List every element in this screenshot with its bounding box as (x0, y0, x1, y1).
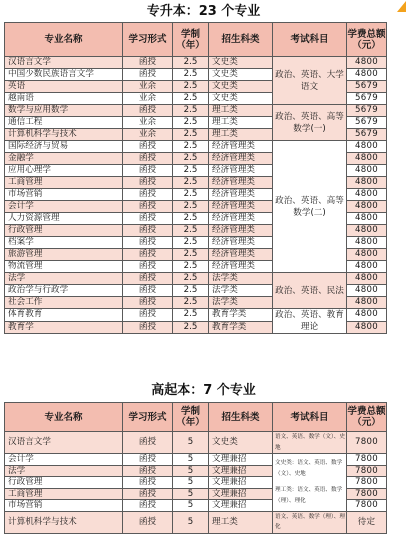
cell-major: 体育教育 (5, 309, 123, 322)
table-row (5, 105, 387, 117)
cell-fee: 4800 (347, 141, 387, 153)
cell-fee: 5679 (347, 81, 387, 93)
cell-form: 函授 (123, 454, 173, 466)
cell-form: 函授 (123, 285, 173, 297)
header-fee: 学费总额（元） (347, 23, 387, 57)
cell-fee: 7800 (347, 465, 387, 477)
cell-years: 2.5 (173, 261, 209, 273)
subjects-ligong: 理工类：语文、英语、数学（理）、理化 (275, 487, 343, 504)
cell-fee: 5679 (347, 129, 387, 141)
cell-form: 函授 (123, 225, 173, 237)
header-fee: 学费总额（元） (347, 403, 387, 432)
cell-category: 文史类 (209, 93, 273, 105)
header-years: 学制（年） (173, 403, 209, 432)
cell-years: 2.5 (173, 69, 209, 81)
header-category: 招生科类 (209, 23, 273, 57)
cell-form: 函授 (123, 201, 173, 213)
cell-form: 业余 (123, 81, 173, 93)
section-title-gaoqiben: 高起本：7 个专业 (151, 383, 256, 398)
cell-category: 经济管理类 (209, 165, 273, 177)
cell-years: 2.5 (173, 141, 209, 153)
cell-years: 2.5 (173, 297, 209, 309)
cell-category: 文理兼招 (209, 500, 273, 512)
cell-fee: 7800 (347, 488, 387, 500)
cell-form: 业余 (123, 129, 173, 141)
cell-category: 理工类 (209, 129, 273, 141)
cell-major: 数学与应用数学 (5, 105, 123, 117)
cell-years: 2.5 (173, 225, 209, 237)
cell-subjects: 政治、英语、高等数学(一) (273, 105, 347, 141)
cell-form: 函授 (123, 321, 173, 334)
cell-form: 函授 (123, 477, 173, 489)
cell-major: 应用心理学 (5, 165, 123, 177)
cell-form: 业余 (123, 117, 173, 129)
cell-form: 业余 (123, 93, 173, 105)
cell-years: 2.5 (173, 249, 209, 261)
cell-category: 经济管理类 (209, 237, 273, 249)
cell-category: 经济管理类 (209, 177, 273, 189)
cell-form: 函授 (123, 465, 173, 477)
cell-category: 理工类 (209, 117, 273, 129)
table-row (5, 432, 387, 454)
cell-years: 2.5 (173, 321, 209, 334)
cell-major: 行政管理 (5, 477, 123, 489)
table-header-row (5, 23, 387, 57)
header-major: 专业名称 (5, 23, 123, 57)
cell-category: 经济管理类 (209, 225, 273, 237)
cell-form: 函授 (123, 213, 173, 225)
cell-major: 市场营销 (5, 189, 123, 201)
cell-form: 函授 (123, 57, 173, 69)
cell-form: 函授 (123, 500, 173, 512)
cell-major: 工商管理 (5, 177, 123, 189)
cell-form: 函授 (123, 309, 173, 322)
cell-subjects (273, 454, 347, 512)
cell-category: 经济管理类 (209, 213, 273, 225)
cell-major: 计算机科学与技术 (5, 129, 123, 141)
cell-subjects: 政治、英语、民法 (273, 273, 347, 309)
cell-fee: 7800 (347, 500, 387, 512)
cell-category: 文史类 (209, 57, 273, 69)
cell-form: 函授 (123, 249, 173, 261)
cell-fee: 7800 (347, 454, 387, 466)
cell-years: 2.5 (173, 117, 209, 129)
cell-years: 2.5 (173, 153, 209, 165)
table-row (5, 309, 387, 322)
cell-form: 函授 (123, 237, 173, 249)
cell-major: 法学 (5, 273, 123, 285)
cell-category: 文史类 (209, 69, 273, 81)
header-form: 学习形式 (123, 403, 173, 432)
table-row (5, 57, 387, 69)
cell-fee: 7800 (347, 432, 387, 454)
cell-fee: 4800 (347, 153, 387, 165)
cell-fee: 4800 (347, 201, 387, 213)
cell-years: 2.5 (173, 213, 209, 225)
cell-fee: 4800 (347, 213, 387, 225)
cell-years: 2.5 (173, 273, 209, 285)
table-row (5, 273, 387, 285)
cell-years: 2.5 (173, 129, 209, 141)
cell-fee: 7800 (347, 477, 387, 489)
cell-form: 函授 (123, 189, 173, 201)
cell-years: 2.5 (173, 81, 209, 93)
cell-form: 函授 (123, 105, 173, 117)
cell-major: 市场营销 (5, 500, 123, 512)
cell-category: 经济管理类 (209, 153, 273, 165)
cell-major: 行政管理 (5, 225, 123, 237)
table-row (5, 454, 387, 466)
cell-major: 教育学 (5, 321, 123, 334)
cell-form: 函授 (123, 69, 173, 81)
cell-years: 5 (173, 432, 209, 454)
table-row (5, 141, 387, 153)
cell-fee: 4800 (347, 297, 387, 309)
cell-major: 越南语 (5, 93, 123, 105)
subjects-wenshi: 文史类：语文、英语、数学（文）、史地 (275, 460, 343, 477)
cell-category: 文史类 (209, 81, 273, 93)
header-major: 专业名称 (5, 403, 123, 432)
cell-years: 2.5 (173, 189, 209, 201)
cell-subjects: 政治、英语、高等数学(二) (273, 141, 347, 273)
cell-major: 社会工作 (5, 297, 123, 309)
cell-fee: 4800 (347, 189, 387, 201)
cell-fee: 4800 (347, 177, 387, 189)
cell-category: 教育学类 (209, 321, 273, 334)
cell-category: 法学类 (209, 297, 273, 309)
cell-form: 函授 (123, 177, 173, 189)
cell-years: 2.5 (173, 237, 209, 249)
header-subjects: 考试科目 (273, 23, 347, 57)
cell-major: 会计学 (5, 454, 123, 466)
cell-years: 2.5 (173, 201, 209, 213)
cell-fee: 4800 (347, 309, 387, 322)
cell-fee: 4800 (347, 261, 387, 273)
cell-fee: 4800 (347, 285, 387, 297)
cell-fee: 4800 (347, 165, 387, 177)
cell-years: 5 (173, 477, 209, 489)
cell-years: 5 (173, 511, 209, 533)
cell-fee: 4800 (347, 225, 387, 237)
cell-fee: 待定 (347, 511, 387, 533)
cell-form: 函授 (123, 273, 173, 285)
cell-major: 计算机科学与技术 (5, 511, 123, 533)
cell-fee: 5679 (347, 105, 387, 117)
cell-major: 金融学 (5, 153, 123, 165)
cell-category: 文理兼招 (209, 488, 273, 500)
cell-form: 函授 (123, 511, 173, 533)
table-zhuanshengben (4, 22, 387, 334)
section-title-zhuanshengben: 专升本：23 个专业 (146, 4, 261, 19)
cell-major: 汉语言文学 (5, 57, 123, 69)
cell-major: 政治学与行政学 (5, 285, 123, 297)
cell-years: 2.5 (173, 309, 209, 322)
cell-fee: 5679 (347, 93, 387, 105)
cell-category: 文理兼招 (209, 465, 273, 477)
cell-major: 国际经济与贸易 (5, 141, 123, 153)
cell-fee: 4800 (347, 69, 387, 81)
cell-form: 函授 (123, 488, 173, 500)
cell-major: 通信工程 (5, 117, 123, 129)
cell-form: 函授 (123, 165, 173, 177)
cell-subjects: 语文、英语、数学（理）、理化 (273, 511, 347, 533)
cell-form: 函授 (123, 297, 173, 309)
cell-years: 2.5 (173, 177, 209, 189)
cell-years: 5 (173, 500, 209, 512)
cell-major: 旅游管理 (5, 249, 123, 261)
cell-major: 汉语言文学 (5, 432, 123, 454)
cell-category: 法学类 (209, 273, 273, 285)
cell-years: 2.5 (173, 57, 209, 69)
cell-major: 工商管理 (5, 488, 123, 500)
cell-major: 人力资源管理 (5, 213, 123, 225)
cell-category: 经济管理类 (209, 141, 273, 153)
header-category: 招生科类 (209, 403, 273, 432)
table-row (5, 511, 387, 533)
cell-years: 5 (173, 488, 209, 500)
cell-category: 文理兼招 (209, 477, 273, 489)
cell-fee: 4800 (347, 249, 387, 261)
cell-major: 物流管理 (5, 261, 123, 273)
cell-years: 2.5 (173, 105, 209, 117)
cell-form: 函授 (123, 153, 173, 165)
cell-subjects: 政治、英语、教育理论 (273, 309, 347, 334)
cell-years: 5 (173, 454, 209, 466)
cell-category: 文理兼招 (209, 454, 273, 466)
cell-fee: 4800 (347, 57, 387, 69)
cell-form: 函授 (123, 141, 173, 153)
cell-subjects: 语文、英语、数学（文）、史地 (273, 432, 347, 454)
cell-subjects: 政治、英语、大学语文 (273, 57, 347, 105)
header-form: 学习形式 (123, 23, 173, 57)
header-subjects: 考试科目 (273, 403, 347, 432)
cell-major: 档案学 (5, 237, 123, 249)
cell-category: 教育学类 (209, 309, 273, 322)
cell-category: 理工类 (209, 511, 273, 533)
cell-category: 法学类 (209, 285, 273, 297)
cell-fee: 4800 (347, 321, 387, 334)
cell-major: 法学 (5, 465, 123, 477)
cell-fee: 5679 (347, 117, 387, 129)
table-gaoqiben (4, 402, 387, 534)
cell-category: 经济管理类 (209, 249, 273, 261)
cell-category: 经济管理类 (209, 201, 273, 213)
cell-category: 经济管理类 (209, 261, 273, 273)
cell-years: 5 (173, 465, 209, 477)
cell-major: 会计学 (5, 201, 123, 213)
cell-major: 中国少数民族语言文学 (5, 69, 123, 81)
cell-form: 函授 (123, 432, 173, 454)
cell-years: 2.5 (173, 165, 209, 177)
cell-fee: 4800 (347, 273, 387, 285)
header-years: 学制（年） (173, 23, 209, 57)
cell-major: 英语 (5, 81, 123, 93)
cell-category: 经济管理类 (209, 189, 273, 201)
cell-category: 理工类 (209, 105, 273, 117)
table-header-row (5, 403, 387, 432)
cell-years: 2.5 (173, 93, 209, 105)
cell-category: 文史类 (209, 432, 273, 454)
cell-form: 函授 (123, 261, 173, 273)
cell-years: 2.5 (173, 285, 209, 297)
cell-fee: 4800 (347, 237, 387, 249)
